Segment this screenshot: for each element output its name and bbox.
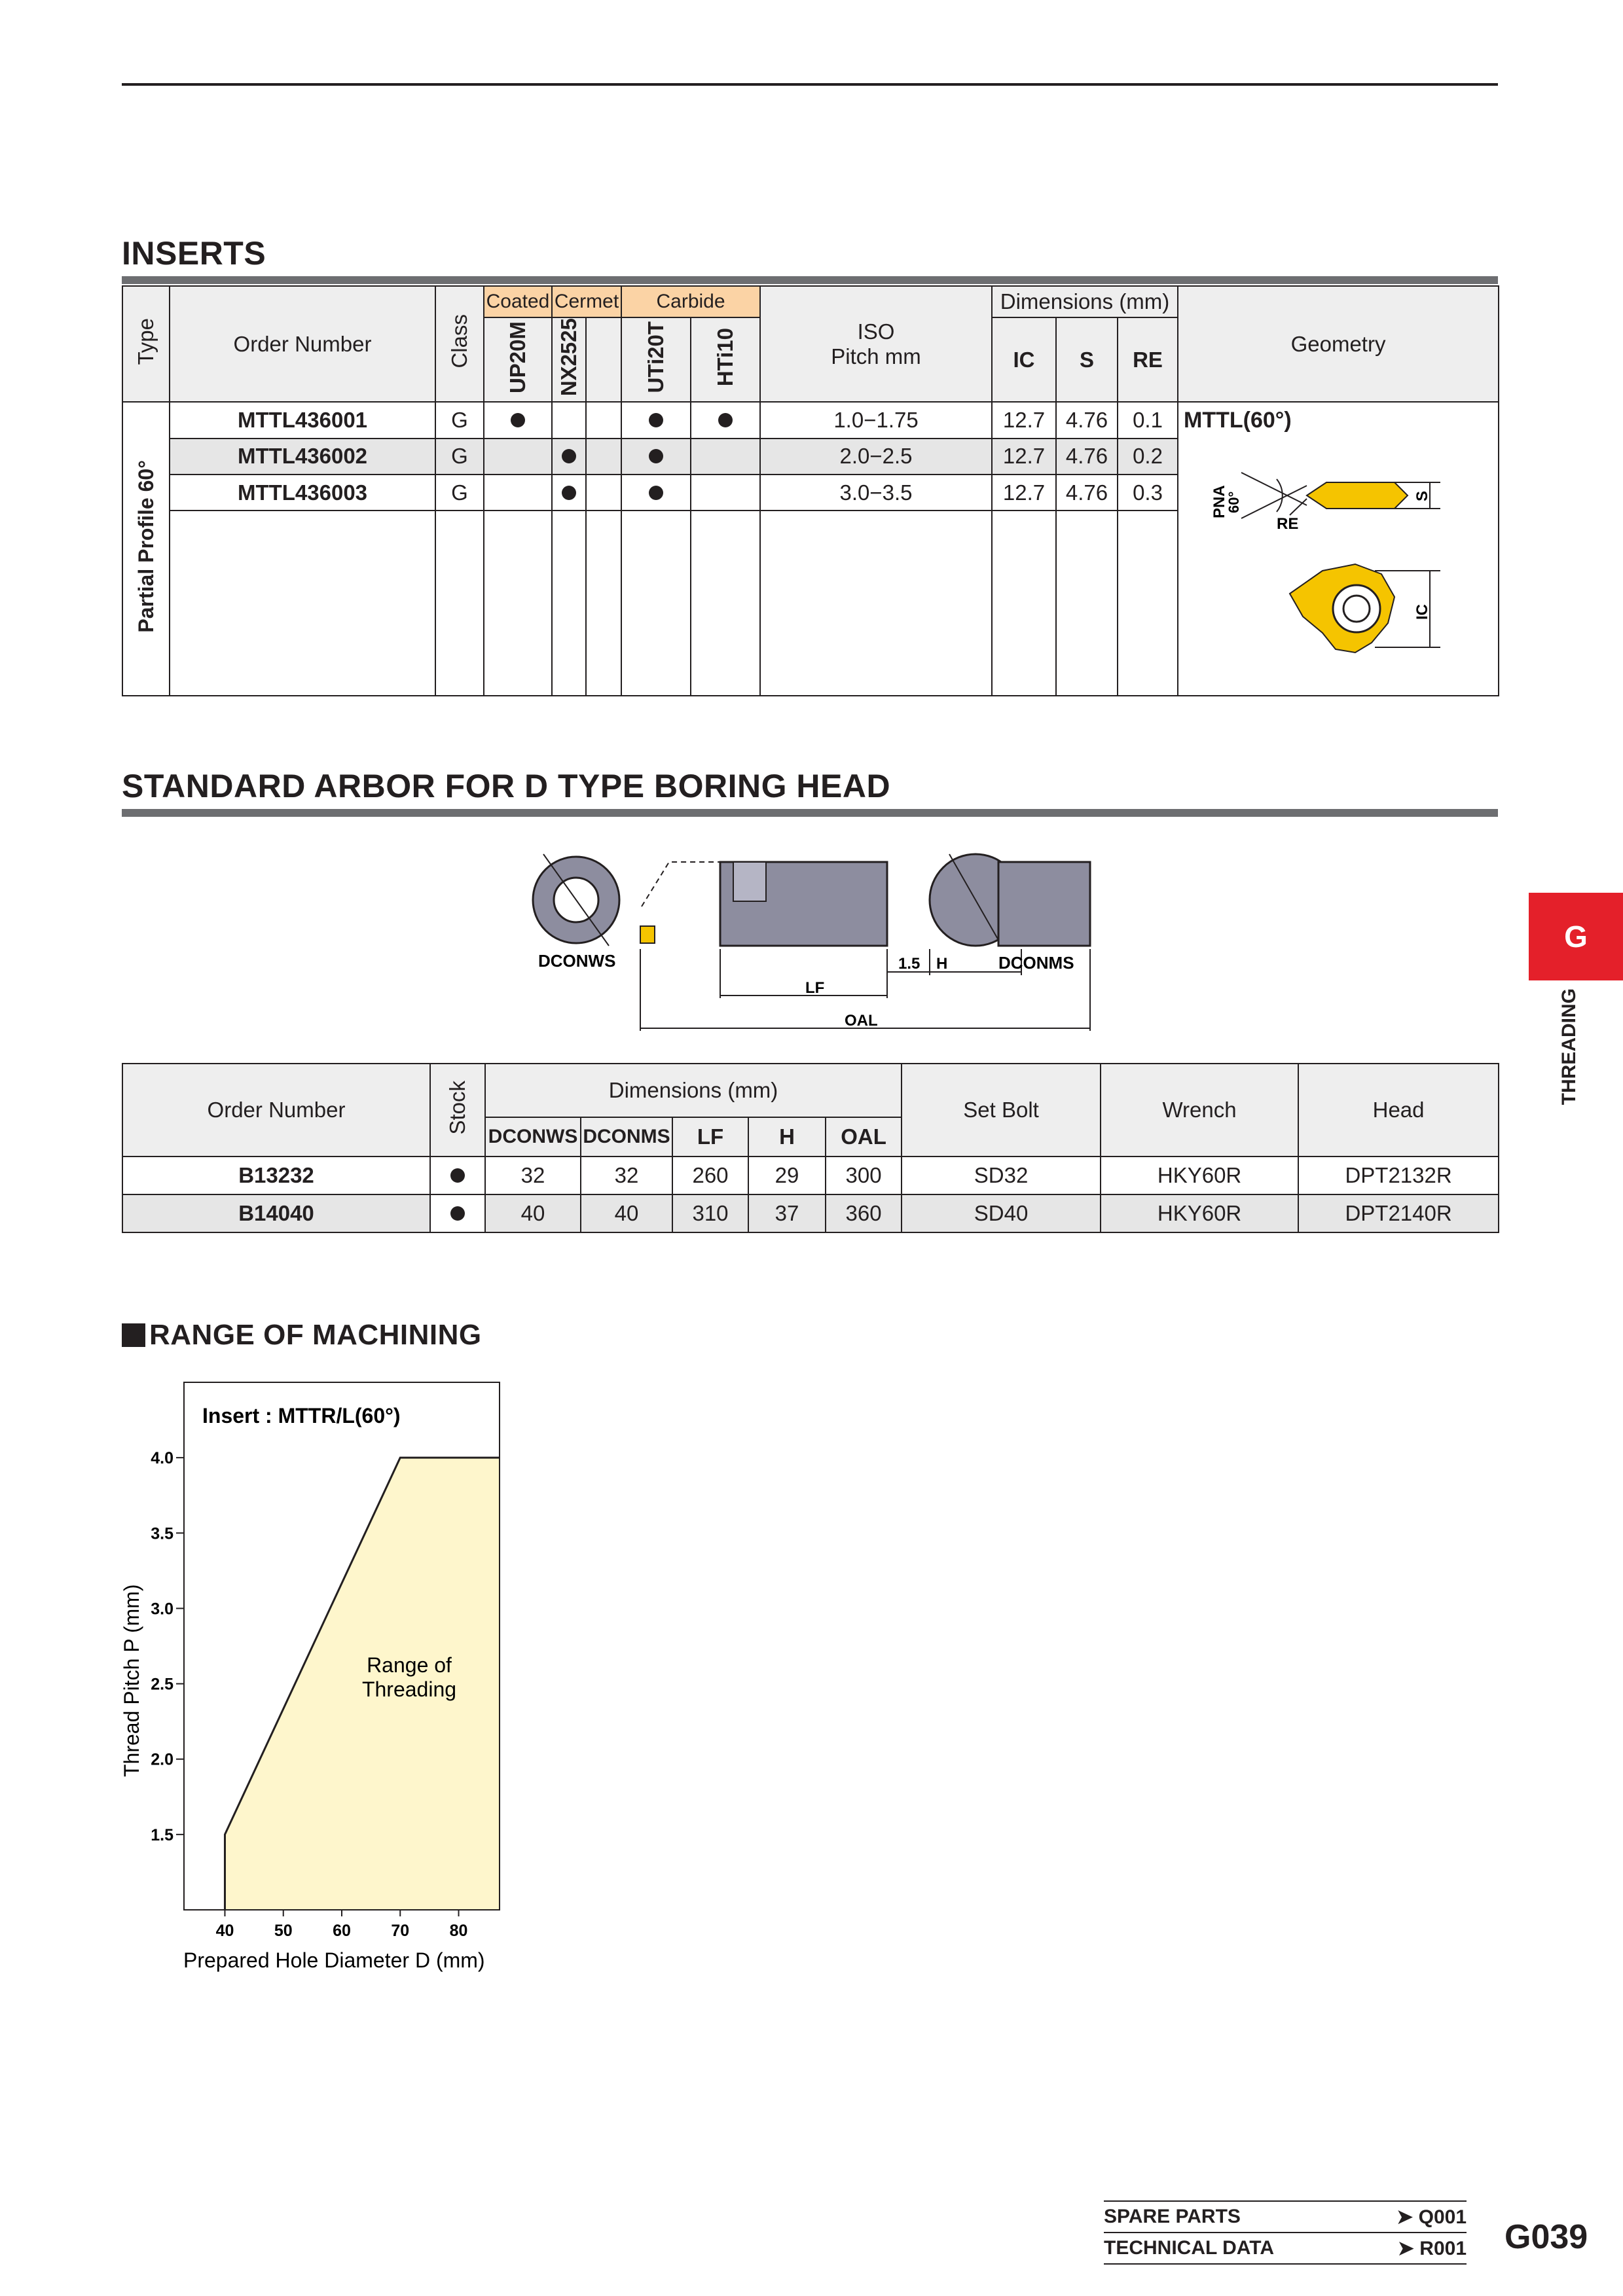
- y-tick-label: 2.0: [151, 1750, 173, 1769]
- section-label: THREADING: [1558, 988, 1580, 1105]
- table-row: MTTL436002 G 2.0−2.5 12.7 4.76 0.2: [122, 439, 1499, 475]
- section-tab[interactable]: G: [1529, 893, 1623, 980]
- col-stock: Stock: [430, 1064, 485, 1157]
- page-number: G039: [1504, 2218, 1588, 2256]
- s-label: S: [1413, 491, 1432, 502]
- top-rule: [122, 83, 1498, 86]
- grade-nx2525: NX2525: [552, 317, 586, 402]
- pna-line-2: [1241, 473, 1307, 505]
- dim-re: RE: [1118, 317, 1178, 402]
- y-tick-label: 1.5: [151, 1825, 173, 1844]
- col-wrench: Wrench: [1101, 1064, 1298, 1157]
- oal-label: OAL: [845, 1012, 878, 1030]
- col-class: Class: [435, 286, 484, 402]
- x-tick-label: 40: [215, 1922, 234, 1940]
- arbor-shank: [998, 862, 1090, 946]
- pna-line-1: [1241, 486, 1307, 518]
- y-tick-label: 3.0: [151, 1600, 173, 1619]
- insert-side-view: [1307, 482, 1408, 509]
- y-axis-label: Thread Pitch P (mm): [120, 1584, 143, 1777]
- h-label: H: [936, 955, 948, 973]
- insert-geometry-drawing: [1178, 433, 1497, 695]
- x-tick-label: 50: [274, 1922, 293, 1940]
- x-tick-label: 60: [333, 1922, 351, 1940]
- range-title: RANGE OF MACHINING: [149, 1319, 482, 1351]
- col-iso-pitch: ISO Pitch mm: [760, 286, 992, 402]
- arbor-title: STANDARD ARBOR FOR D TYPE BORING HEAD: [122, 768, 891, 804]
- dim-15-label: 1.5: [898, 955, 921, 973]
- type-label: Partial Profile 60°: [122, 402, 170, 696]
- y-tick-label: 2.5: [151, 1675, 173, 1694]
- pna-arc: [1277, 479, 1283, 512]
- arbor-drawing: [524, 841, 1113, 1037]
- inserts-table: [122, 285, 1499, 696]
- table-row: B14040 40 40 310 37 360 SD40 HKY60R DPT2140R: [122, 1194, 1499, 1232]
- dim-ic: IC: [992, 317, 1056, 402]
- col-dimensions: Dimensions (mm): [485, 1064, 902, 1117]
- col-order-number: Order Number: [170, 286, 435, 402]
- arbor-table: Order Number Stock Dimensions (mm) Set Bolt Wrench Head DCONWS DCONMS LF H OAL B13232 32 32 260 29 300 SD32 HKY60R DPT2132R B14040 40 40 310 37 360 SD40 HKY60R DPT2140R: [122, 1063, 1499, 1233]
- col-dimensions: Dimensions (mm): [992, 286, 1178, 317]
- re-label: RE: [1277, 515, 1299, 533]
- col-order-number: Order Number: [122, 1064, 430, 1157]
- ic-label: IC: [1413, 604, 1432, 620]
- grade-uti20t: UTi20T: [621, 317, 691, 402]
- cutting-insert: [640, 926, 655, 943]
- table-row: B13232 32 32 260 29 300 SD32 HKY60R DPT2132R: [122, 1157, 1499, 1194]
- footer-link-spare-parts[interactable]: SPARE PARTS ➤ Q001: [1104, 2200, 1467, 2232]
- x-axis-label: Prepared Hole Diameter D (mm): [183, 1948, 485, 1972]
- square-bullet-icon: [122, 1323, 145, 1347]
- table-row: MTTL436003 G 3.0−3.5 12.7 4.76 0.3: [122, 475, 1499, 511]
- grade-up20m: UP20M: [484, 317, 552, 402]
- inserts-title: INSERTS: [122, 235, 266, 272]
- range-heading: [122, 1319, 482, 1352]
- dim-s: S: [1056, 317, 1118, 402]
- pna-label: PNA: [1211, 485, 1229, 519]
- col-carbide: Carbide: [621, 286, 760, 317]
- annotation-threading: Threading: [361, 1677, 457, 1701]
- lf-label: LF: [805, 979, 825, 997]
- geometry-title: MTTL(60°): [1184, 408, 1292, 433]
- inserts-title-bar: [122, 276, 1498, 284]
- col-set-bolt: Set Bolt: [902, 1064, 1101, 1157]
- dconms-label: DCONMS: [998, 953, 1074, 973]
- arbor-title-bar: [122, 809, 1498, 817]
- dconws-label: DCONWS: [538, 951, 616, 971]
- col-coated: Coated: [484, 286, 552, 317]
- y-tick-label: 4.0: [151, 1449, 173, 1468]
- insert-hole: [1333, 585, 1380, 632]
- geometry-cell: [1178, 402, 1499, 696]
- x-tick-label: 80: [449, 1922, 468, 1940]
- y-tick-label: 3.5: [151, 1524, 173, 1543]
- pna-angle-label: 60°: [1226, 491, 1243, 514]
- chart-title: Insert : MTTR/L(60°): [202, 1404, 401, 1427]
- range-chart: [118, 1374, 537, 1977]
- grade-hti10: HTi10: [691, 317, 760, 402]
- col-geometry: Geometry: [1178, 286, 1499, 402]
- table-row: Partial Profile 60° MTTL436001 G 1.0−1.75 12.7 4.76 0.1 MTTL(60°) PNA 60° S RE IC: [122, 402, 1499, 438]
- x-tick-label: 70: [391, 1922, 410, 1940]
- footer-link-technical-data[interactable]: TECHNICAL DATA ➤ R001: [1104, 2232, 1467, 2265]
- col-head: Head: [1298, 1064, 1499, 1157]
- annotation-range-of: Range of: [367, 1653, 452, 1677]
- footer-links: [1104, 2200, 1467, 2265]
- col-type: Type: [122, 286, 170, 402]
- col-cermet: Cermet: [552, 286, 621, 317]
